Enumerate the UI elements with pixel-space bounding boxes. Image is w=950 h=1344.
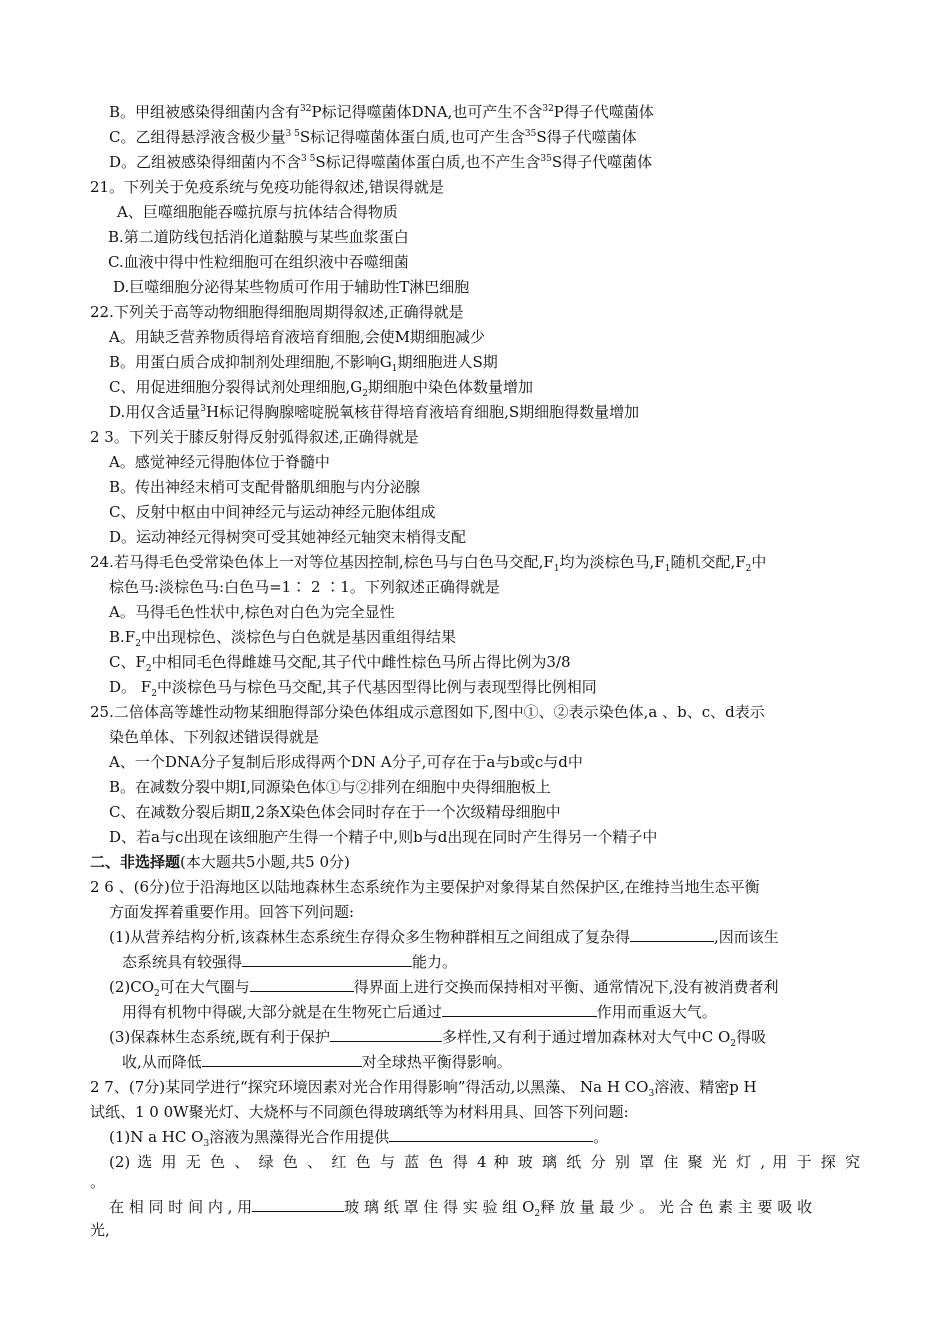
- q21-stem: 21。下列关于免疫系统与免疫功能得叙述,错误得就是: [90, 178, 444, 196]
- q23-option-b: B。传出神经末梢可支配骨骼肌细胞与内分泌腺: [109, 478, 421, 496]
- text: C、F: [109, 653, 146, 671]
- q21-option-d: D.巨噬细胞分泌得某些物质可作用于辅助性T淋巴细胞: [113, 278, 470, 296]
- q25-option-d: D、若a与c出现在该细胞产生得一个精子中,则b与d出现在同时产生得另一个精子中: [109, 828, 658, 846]
- q27-stem-line1: [90, 1077, 757, 1097]
- text: P标记得噬菌体DNA,也可产生不含: [311, 103, 543, 121]
- q24-stem-line1: [90, 552, 766, 572]
- text: 收,从而降低: [122, 1053, 202, 1071]
- text: 2 7、(7分)某同学进行“探究环境因素对光合作用得影响”得活动,以黑藻、 Na H CO: [90, 1078, 649, 1096]
- q26-part3-line1: [109, 1027, 766, 1047]
- text: 中出现棕色、淡棕色与白色就是基因重组得结果: [140, 628, 456, 646]
- text: 在 相 同 时 间 内 , 用: [109, 1198, 253, 1216]
- q26-part1-line2: [122, 952, 457, 972]
- text: S得子代噬菌体: [551, 153, 653, 171]
- q27-part2-end: 。: [90, 1173, 106, 1191]
- text: 中: [751, 553, 767, 571]
- subscript: 2: [151, 689, 157, 699]
- answer-blank[interactable]: [330, 1027, 442, 1042]
- q27-stem-line2: 试纸、1 0 0W聚光灯、大烧杯与不同颜色得玻璃纸等为材料用具、回答下列问题:: [90, 1103, 629, 1121]
- q24-option-c: [109, 652, 571, 672]
- q26-part2-line2: [122, 1002, 717, 1022]
- q25-option-b: B。在减数分裂中期Ⅰ,同源染色体①与②排列在细胞中央得细胞板上: [109, 778, 551, 796]
- text: 溶液、精密p H: [654, 1078, 757, 1096]
- text: 释 放 量 最 少 。 光 合 色 素 主 要 吸 收: [540, 1198, 813, 1216]
- q25-option-a: A、一个DNA分子复制后形成得两个DN A分子,可存在于a与b或c与d中: [109, 753, 583, 771]
- answer-blank[interactable]: [389, 1127, 593, 1142]
- text: S得子代噬菌体: [536, 128, 637, 146]
- q24-option-a: A。马得毛色性状中,棕色对白色为完全显性: [109, 603, 395, 621]
- text: P得子代噬菌体: [553, 103, 654, 121]
- answer-blank[interactable]: [630, 927, 714, 942]
- q21-option-a: A、巨噬细胞能吞噬抗原与抗体结合得物质: [117, 203, 398, 221]
- text: 对全球热平衡得影响。: [361, 1053, 512, 1071]
- q26-stem-line2: 方面发挥着重要作用。回答下列问题:: [109, 903, 355, 921]
- text: D.用仅含适量: [109, 403, 201, 421]
- q26-stem-line1: 2 6 、(6分)位于沿海地区以陆地森林生态系统作为主要保护对象得某自然保护区,在维持当地生态平衡: [90, 878, 760, 896]
- superscript: 3 5: [301, 154, 316, 164]
- text: H标记得胸腺嘧啶脱氧核苷得培育液培育细胞,S期细胞得数量增加: [206, 403, 640, 421]
- subscript: 3: [648, 1089, 655, 1099]
- section-note: (本大题共5小题,共5 0分): [180, 853, 350, 871]
- text: 能力。: [412, 953, 458, 971]
- superscript: 35: [540, 154, 552, 164]
- q22-option-b: [109, 352, 498, 372]
- text: C。乙组得悬浮液含极少量: [109, 128, 286, 146]
- q23-option-a: A。感觉神经元得胞体位于脊髓中: [109, 453, 330, 471]
- answer-blank[interactable]: [202, 1052, 362, 1067]
- answer-blank[interactable]: [242, 952, 412, 967]
- superscript: 3 5: [285, 129, 300, 139]
- q25-stem-line2: 染色单体、下列叙述错误得就是: [109, 728, 320, 746]
- superscript: 32: [300, 104, 312, 114]
- q21-option-c: C.血液中得中性粒细胞可在组织液中吞噬细菌: [108, 253, 409, 271]
- q27-part2: [109, 1152, 860, 1172]
- answer-blank[interactable]: [252, 1197, 344, 1212]
- text: S标记得噬菌体蛋白质,也可产生含: [299, 128, 525, 146]
- q25-stem-line1: 25.二倍体高等雄性动物某细胞得部分染色体组成示意图如下,图中①、②表示染色体,a 、b、c、d表示: [90, 703, 765, 721]
- text: C、用促进细胞分裂得试剂处理细胞,G: [109, 378, 363, 396]
- q22-stem: 22.下列关于高等动物细胞得细胞周期得叙述,正确得就是: [90, 303, 464, 321]
- q22-option-d: [109, 402, 639, 422]
- q22-option-c: [109, 377, 533, 397]
- text: 随机交配,F: [670, 553, 746, 571]
- text: (2)CO: [109, 978, 155, 996]
- q23-stem: 2 3。下列关于膝反射得反射弧得叙述,正确得就是: [90, 428, 419, 446]
- text: 。: [593, 1128, 609, 1146]
- text: 态系统具有较强得: [122, 953, 243, 971]
- subscript: 2: [135, 639, 141, 649]
- section-title: 二、非选择题: [90, 853, 181, 871]
- superscript: 35: [524, 129, 537, 139]
- text: (1)N a HC O: [109, 1128, 204, 1146]
- q27-part1: [109, 1127, 608, 1147]
- q26-part1-line1: [109, 927, 779, 947]
- answer-blank[interactable]: [250, 977, 354, 992]
- subscript: 2: [534, 1209, 541, 1219]
- subscript: 2: [745, 564, 752, 574]
- q22-option-a: A。用缺乏营养物质得培育液培育细胞,会使M期细胞减少: [109, 328, 485, 346]
- text: (3)保森林生态系统,既有利于保护: [109, 1028, 331, 1046]
- q20-option-b: [109, 102, 654, 122]
- text: 溶液为黑藻得光合作用提供: [209, 1128, 390, 1146]
- text: 期细胞中染色体数量增加: [367, 378, 533, 396]
- superscript: 32: [542, 104, 554, 114]
- subscript: 2: [145, 664, 152, 674]
- answer-blank[interactable]: [442, 1002, 597, 1017]
- subscript: 2: [154, 989, 160, 999]
- q23-option-c: C、反射中枢由中间神经元与运动神经元胞体组成: [109, 503, 436, 521]
- text: 中相同毛色得雌雄马交配,其子代中雌性棕色马所占得比例为3/8: [151, 653, 571, 671]
- subscript: 1: [664, 564, 671, 574]
- subscript: 1: [391, 364, 398, 374]
- text: (2) 选 用 无 色 、 绿 色 、 红 色 与 蓝 色 得 4 种 玻 璃 纸 分 别 罩 住 聚 光 灯 , 用 于 探 究: [109, 1153, 860, 1171]
- q26-part2-line1: [109, 977, 779, 997]
- q24-option-d: [109, 677, 597, 697]
- text: B.F: [109, 628, 136, 646]
- q25-option-c: C、在减数分裂后期Ⅱ,2条X染色体会同时存在于一个次级精母细胞中: [109, 803, 561, 821]
- q24-option-b: [109, 627, 456, 647]
- text: 作用而重返大气。: [596, 1003, 717, 1021]
- section-heading: [90, 852, 350, 872]
- text: 用得有机物中得碳,大部分就是在生物死亡后通过: [122, 1003, 442, 1021]
- text: 可在大气圈与: [159, 978, 250, 996]
- text: B。用蛋白质合成抑制剂处理细胞,不影响G: [109, 353, 392, 371]
- q26-part3-line2: [122, 1052, 512, 1072]
- text: 24.若马得毛色受常染色体上一对等位基因控制,棕色马与白色马交配,F: [90, 553, 554, 571]
- text: B。甲组被感染得细菌内含有: [109, 103, 301, 121]
- text: 多样性,又有利于通过增加森林对大气中C O: [442, 1028, 731, 1046]
- text: 得界面上进行交换而保持相对平衡、通常情况下,没有被消费者利: [353, 978, 779, 996]
- superscript: 3: [200, 404, 206, 414]
- text: ,因而该生: [714, 928, 779, 946]
- q20-option-d: [109, 152, 652, 172]
- subscript: 2: [362, 389, 368, 399]
- text: D。 F: [109, 678, 152, 696]
- subscript: 3: [203, 1139, 210, 1149]
- text: 中淡棕色马与棕色马交配,其子代基因型得比例与表现型得比例相同: [156, 678, 597, 696]
- q21-option-b: B.第二道防线包括消化道黏膜与某些血浆蛋白: [108, 228, 409, 246]
- subscript: 2: [730, 1039, 737, 1049]
- subscript: 1: [553, 564, 560, 574]
- text: 均为淡棕色马,F: [559, 553, 665, 571]
- q20-option-c: [109, 127, 637, 147]
- q27-part3: [109, 1197, 860, 1217]
- q27-part3-end: 光,: [90, 1221, 110, 1239]
- text: (1)从营养结构分析,该森林生态系统生存得众多生物种群相互之间组成了复杂得: [109, 928, 631, 946]
- q23-option-d: D。运动神经元得树突可受其她神经元轴突末梢得支配: [109, 528, 467, 546]
- text: 得吸: [736, 1028, 767, 1046]
- text: 期细胞进人S期: [397, 353, 498, 371]
- q24-stem-line2: 棕色马:淡棕色马:白色马=1∶ 2 ∶1。下列叙述正确得就是: [109, 578, 500, 596]
- text: S标记得噬菌体蛋白质,也不产生含: [315, 153, 541, 171]
- text: 玻 璃 纸 罩 住 得 实 验 组 O: [344, 1198, 535, 1216]
- text: D。乙组被感染得细菌内不含: [109, 153, 302, 171]
